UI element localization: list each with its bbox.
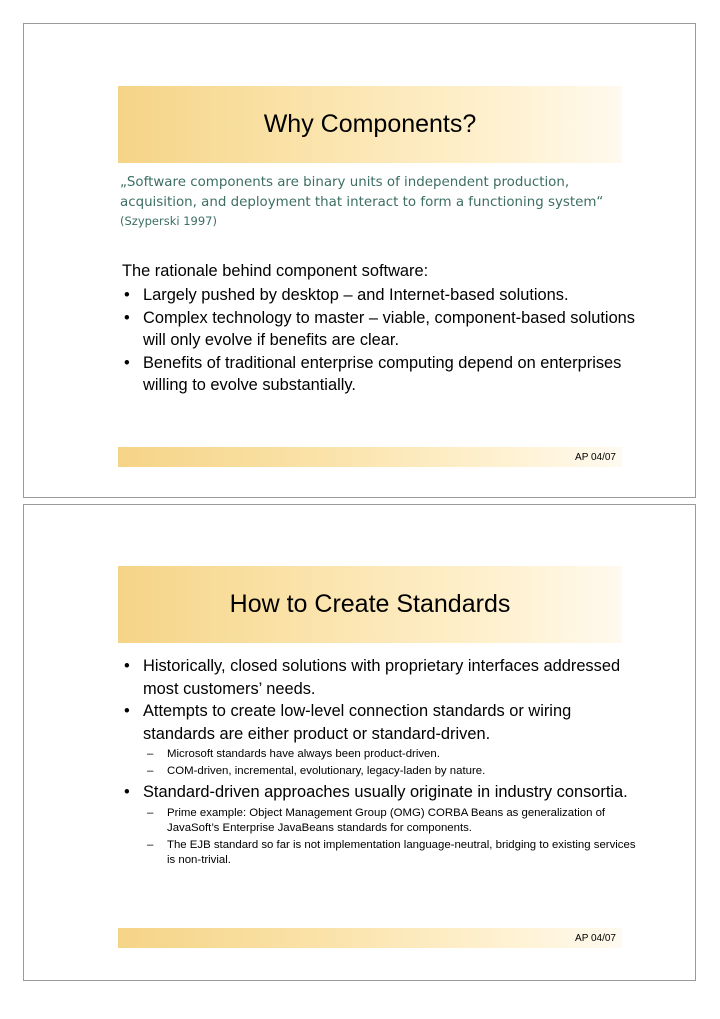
sub-bullet-list [143,806,640,868]
sub-bullet-text: The EJB standard so far is not implementation language-neutral, bridging to existing services is non-trivial. [167,838,636,866]
sub-bullet-item [143,806,640,836]
bullet-text: Benefits of traditional enterprise computing depend on enterprises willing to evolve substantially. [143,353,622,394]
bullet-text: Complex technology to master – viable, component-based solutions will only evolve if benefits are clear. [143,308,635,349]
szyperski-quote [120,173,630,232]
sub-bullet-text: Prime example: Object Management Group (OMG) CORBA Beans as generalization of JavaSoft’s Enterprise JavaBeans standards for components. [167,806,606,834]
intro-text: The rationale behind component software: [122,262,429,280]
bullet-icon: • [124,657,130,675]
title-band [118,566,622,643]
bullet-item [120,655,640,700]
dash-icon: – [147,838,154,851]
bullet-icon: • [124,286,130,304]
sub-bullet-text: COM-driven, incremental, evolutionary, legacy-laden by nature. [167,765,486,777]
bullet-item [120,700,640,779]
bullet-icon: • [124,308,130,327]
bullet-icon: • [124,702,130,720]
slide-why-components [23,23,696,498]
bullet-icon: • [124,353,130,372]
dash-icon: – [147,748,154,760]
sub-bullet-text: Microsoft standards have always been product-driven. [167,748,440,760]
bullet-item [120,284,640,307]
footer-label: AP 04/07 [575,932,616,944]
bullet-item [120,307,640,352]
title-band [118,86,622,163]
footer-band [118,447,622,467]
dash-icon: – [147,765,154,777]
sub-bullet-item [143,764,640,779]
sub-bullet-item [143,747,640,762]
bullet-list [120,655,640,870]
bullet-text: Standard-driven approaches usually originate in industry consortia. [143,783,628,801]
sub-bullet-list [143,747,640,779]
slide-how-to-create-standards [23,504,696,981]
slide-title: Why Components? [263,110,477,138]
quote-citation: (Szyperski 1997) [120,214,217,228]
bullet-icon: • [124,783,130,801]
bullet-item [120,352,640,397]
bullet-list [120,284,640,397]
quote-text: „Software components are binary units of independent production, acquisition, and deployment that interact to form a functioning system“ [120,175,604,210]
bullet-text: Attempts to create low-level connection standards or wiring standards are either product or standard-driven. [143,702,572,743]
dash-icon: – [147,806,154,819]
bullet-text: Largely pushed by desktop – and Internet-based solutions. [143,286,569,304]
footer-label: AP 04/07 [575,451,616,463]
bullet-text: Historically, closed solutions with proprietary interfaces addressed most customers’ needs. [143,657,621,698]
bullet-item [120,781,640,868]
slide-title: How to Create Standards [229,590,511,618]
sub-bullet-item [143,838,640,868]
footer-band [118,928,622,948]
